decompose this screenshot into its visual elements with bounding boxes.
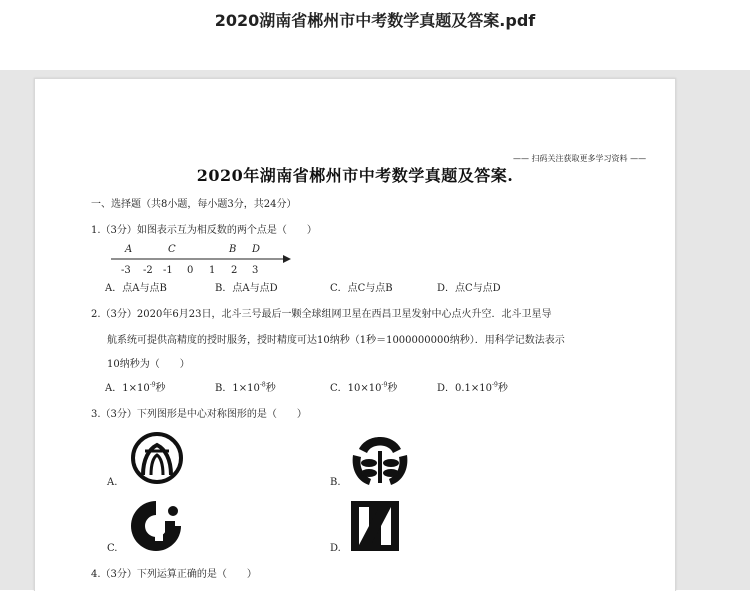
file-title: 2020湖南省郴州市中考数学真题及答案.pdf <box>214 11 536 30</box>
question-2-line-2: 航系统可提供高精度的授时服务，授时精度可达10纳秒（1秒＝1000000000纳秒）．用科学记数法表示 <box>107 335 565 346</box>
question-3-label-c: C. <box>107 543 118 554</box>
question-2-option-b: B．$1\times 10^{-8}$秒 <box>215 381 276 394</box>
arch-emblem-icon <box>127 431 187 485</box>
number-line-arrow <box>283 255 291 263</box>
document-title: 2020年湖南省郴州市中考数学真题及答案. <box>196 166 514 185</box>
question-2-line-1: 2.（3分）2020年6月23日，北斗三号最后一颗全球组网卫星在西昌卫星发射中心点火升空．北斗卫星导 <box>91 309 552 320</box>
tick-label: -1 <box>163 265 173 276</box>
point-label-c: C <box>168 244 176 255</box>
point-label-d: D <box>252 244 261 255</box>
tick-label: 3 <box>252 265 259 276</box>
question-2-line-3: 10纳秒为（ ） <box>107 359 190 370</box>
number-line-figure <box>107 241 297 277</box>
question-3-stem: 3.（3分）下列图形是中心对称图形的是（ ） <box>91 409 307 420</box>
tick-label: 0 <box>187 265 194 276</box>
point-label-b: B <box>229 244 237 255</box>
tick-label: -3 <box>121 265 131 276</box>
question-1-option-a: A．点A与点B <box>105 283 167 294</box>
viewer-header <box>0 0 750 70</box>
question-4-stem: 4.（3分）下列运算正确的是（ ） <box>91 569 257 580</box>
question-3-label-d: D. <box>330 543 341 554</box>
question-1-stem: 1.（3分）如图表示互为相反数的两个点是（ ） <box>91 225 317 236</box>
question-1-option-d: D．点C与点D <box>437 283 501 294</box>
wheat-emblem-icon <box>347 429 413 487</box>
section-heading: 一、选择题（共8小题，每小题3分，共24分） <box>91 199 297 210</box>
document-page[interactable] <box>34 78 676 591</box>
question-2-option-d: D．$0.1\times 10^{-9}$秒 <box>437 381 508 394</box>
question-3-label-a: A. <box>107 477 118 488</box>
g-emblem-icon <box>127 497 185 555</box>
tick-label: -2 <box>143 265 153 276</box>
z-emblem-icon <box>349 499 401 553</box>
question-1-option-b: B．点A与点D <box>215 283 278 294</box>
question-2-option-a: A．$1\times 10^{-9}$秒 <box>105 381 166 394</box>
question-2-option-c: C．$10\times 10^{-9}$秒 <box>330 381 398 394</box>
question-1-option-c: C．点C与点B <box>330 283 393 294</box>
tick-label: 1 <box>209 265 216 276</box>
tick-label: 2 <box>231 265 238 276</box>
point-label-a: A <box>125 244 133 255</box>
qr-banner: —— 扫码关注获取更多学习资料 —— <box>513 154 647 163</box>
question-3-label-b: B. <box>330 477 341 488</box>
